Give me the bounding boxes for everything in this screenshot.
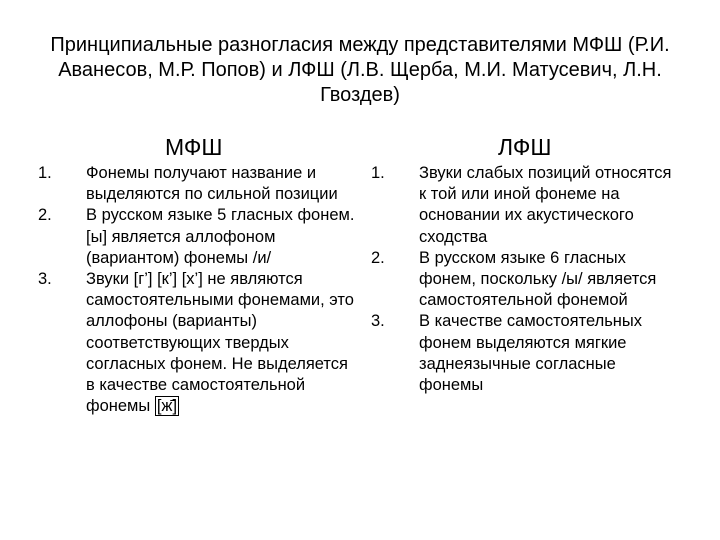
- item-text: В качестве самостоятельных фонем выделяются мягкие заднеязычные согласные фонемы: [419, 312, 643, 395]
- item-number: 2.: [371, 248, 385, 267]
- boxed-phoneme: [ж̄]: [156, 397, 178, 416]
- item-number: 1.: [38, 164, 52, 182]
- right-column-list: [371, 163, 681, 396]
- item-text: [86, 269, 358, 417]
- item-number: 2.: [38, 206, 52, 225]
- left-column-list: [38, 163, 358, 417]
- item-number: 3.: [38, 270, 52, 289]
- slide-title: Принципиальные разногласия между представителями МФШ (Р.И. Аванесов, М.Р. Попов) и ЛФШ (Л.В. Щерба, М.И. Матусевич, Л.Н. Гвоздев): [50, 34, 670, 106]
- list-item: [371, 248, 681, 312]
- list-item: [371, 311, 681, 396]
- item-text: Фонемы получают название и выделяются по сильной позиции: [86, 164, 338, 204]
- item-text: Звуки слабых позиций относятся к той или иной фонеме на основании их акустического сходства: [419, 164, 672, 246]
- item-number: 1.: [371, 164, 385, 182]
- list-item: [38, 163, 358, 205]
- item-text: В русском языке 6 гласных фонем, поскольку /ы/ является самостоятельной фонемой: [419, 248, 657, 310]
- left-column-heading: МФШ: [165, 134, 223, 160]
- item-text: В русском языке 5 гласных фонем. [ы] является аллофоном (вариантом) фонемы /и/: [86, 206, 355, 267]
- list-item: [38, 269, 358, 417]
- list-item: [38, 205, 358, 269]
- right-column-heading: ЛФШ: [498, 134, 552, 160]
- item-text-body: Звуки [г’] [к’] [х’] не являются самостоятельными фонемами, это аллофоны (варианты) соответствующих твердых согласных фонем. Не выделяется в качестве самостоятельной фонемы: [86, 270, 354, 416]
- item-number: 3.: [371, 312, 385, 331]
- list-item: [371, 163, 681, 248]
